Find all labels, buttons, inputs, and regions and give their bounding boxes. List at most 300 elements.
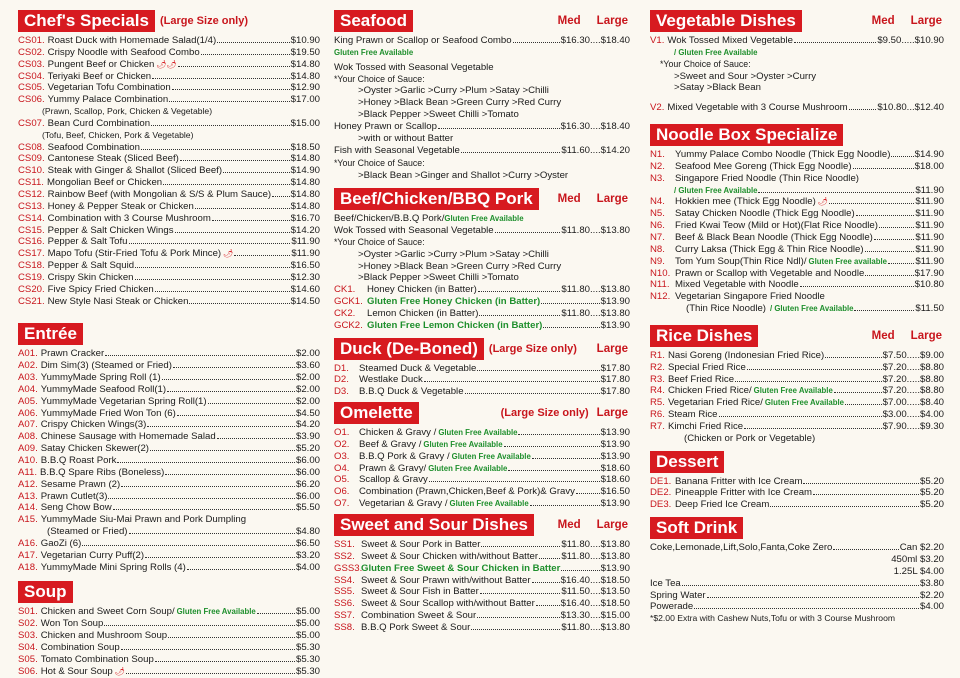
item-name: Hot & Sour Soup xyxy=(40,665,113,677)
item-name: (Steamed or Fried) xyxy=(47,526,128,538)
item-code: A01. xyxy=(18,348,38,360)
leader-dots xyxy=(561,570,599,571)
seafood-header xyxy=(334,10,630,32)
item-code: N3. xyxy=(650,172,665,184)
large-label: Large xyxy=(910,329,942,342)
leader-dots xyxy=(147,426,295,427)
item-price: $7.90.....$9.30 xyxy=(882,420,944,432)
gluten-free-note: Gluten Free Available xyxy=(444,214,524,224)
item-price: $2.00 xyxy=(295,348,320,360)
item-price: $6.00 xyxy=(295,466,320,478)
item-price: $11.90 xyxy=(915,255,944,267)
item-name: Gluten Free Sweet & Sour Chicken in Batter xyxy=(361,562,561,574)
leader-dots xyxy=(834,392,882,393)
item-name: GaoZi (6) xyxy=(40,537,82,549)
menu-item xyxy=(650,149,944,161)
item-price: $14.80 xyxy=(290,153,320,165)
item-price: $5.20 xyxy=(295,443,320,455)
item-price: $5.30 xyxy=(295,641,320,653)
item-price: $5.50 xyxy=(295,502,320,514)
item-name: Won Ton Soup xyxy=(40,618,104,630)
item-name: B.B.Q Spare Ribs (Boneless) xyxy=(40,466,165,478)
item-price: $16.30....$18.40 xyxy=(560,120,630,132)
item-price: $3.90 xyxy=(295,431,320,443)
sauce-choice-label: *Your Choice of Sauce: xyxy=(334,73,425,84)
section-title: Duck (De-Boned) xyxy=(334,338,484,360)
menu-item xyxy=(650,291,944,303)
item-price: $4.80 xyxy=(295,526,320,538)
sauce-options: >Sweet and Sour >Oyster >Curry xyxy=(674,70,817,82)
item-price: $3.00.....$4.00 xyxy=(882,409,944,421)
item-name: Combination Sweet & Sour xyxy=(361,610,477,622)
item-name: Chicken and Sweet Corn Soup/ xyxy=(40,606,175,618)
leader-dots xyxy=(794,42,876,43)
leader-dots xyxy=(888,263,914,264)
leader-dots xyxy=(117,462,295,463)
item-name: Combination Soup xyxy=(40,641,120,653)
item-note: >with or without Batter xyxy=(358,132,454,144)
menu-item xyxy=(334,439,630,451)
leader-dots xyxy=(800,286,914,287)
item-code: CK1. xyxy=(334,284,356,296)
item-code: CS16. xyxy=(18,236,45,248)
item-price: $14.80 xyxy=(290,188,320,200)
leader-dots xyxy=(539,558,560,559)
item-code: S06. xyxy=(18,665,38,677)
leader-dots xyxy=(195,208,290,209)
item-price: $7.50.....$9.00 xyxy=(882,349,944,361)
item-price: $2.20 xyxy=(919,589,944,601)
item-name: Vegetarian Fried Rice/ xyxy=(667,397,763,409)
menu-item xyxy=(650,578,944,590)
menu-item xyxy=(334,610,630,622)
item-name: Bean Curd Combination xyxy=(47,117,151,129)
item-name: Chicken and Mushroom Soup xyxy=(40,630,168,642)
leader-dots xyxy=(758,192,914,193)
item-price: $16.40....$18.50 xyxy=(560,598,630,610)
item-name: Mixed Vegetable with 3 Course Mushroom xyxy=(667,102,848,114)
leader-dots xyxy=(257,613,295,614)
leader-dots xyxy=(865,275,913,276)
item-price: $10.80...$12.40 xyxy=(877,102,944,114)
section-subtitle: (Large Size only) xyxy=(160,15,249,27)
menu-item xyxy=(18,467,320,479)
item-price: $2.00 xyxy=(295,383,320,395)
item-price: $7.20.....$8.80 xyxy=(882,373,944,385)
leader-dots xyxy=(155,291,290,292)
leader-dots xyxy=(272,196,290,197)
menu-item-cont xyxy=(650,185,944,197)
item-name: Spring Water xyxy=(650,589,706,601)
rice-list xyxy=(650,350,944,445)
item-code: CS11. xyxy=(18,177,44,189)
med-label: Med xyxy=(871,15,895,27)
item-code: CS04. xyxy=(18,70,45,82)
item-code: CS02. xyxy=(18,46,45,58)
menu-item xyxy=(334,374,630,386)
leader-dots xyxy=(825,357,881,358)
item-name: Seafood Mee Goreng (Thick Egg Noodle) xyxy=(675,160,852,172)
item-price: $2.00 xyxy=(295,372,320,384)
item-price: $13.90 xyxy=(600,562,630,574)
item-price: $11.60....$14.20 xyxy=(561,144,630,156)
leader-dots xyxy=(803,483,919,484)
item-price: $13.90 xyxy=(600,427,630,439)
leader-dots xyxy=(173,367,295,368)
item-price: $16.30....$18.40 xyxy=(560,35,630,46)
item-price: $11.80....$13.80 xyxy=(561,621,630,633)
leader-dots xyxy=(180,160,290,161)
leader-dots xyxy=(532,582,560,583)
item-name: Ice Tea xyxy=(650,577,681,589)
menu-item xyxy=(18,260,320,272)
menu-item xyxy=(18,408,320,420)
leader-dots xyxy=(543,327,599,328)
item-price: $11.90 xyxy=(291,248,320,260)
item-price: $13.90 xyxy=(600,438,630,450)
menu-item xyxy=(18,491,320,503)
leader-dots xyxy=(504,446,600,447)
leader-dots xyxy=(129,243,291,244)
column-right xyxy=(650,8,944,625)
soup-header xyxy=(18,581,320,603)
item-name: YummyMade Vegetarian Spring Roll(1) xyxy=(40,395,207,407)
item-price: $13.90 xyxy=(600,319,630,331)
menu-item xyxy=(18,225,320,237)
item-name: B.B.Q Pork & Gravy / xyxy=(359,450,450,462)
leader-dots xyxy=(234,255,290,256)
leader-dots xyxy=(879,227,914,228)
leader-dots xyxy=(682,585,919,586)
item-code: A13. xyxy=(18,490,38,502)
menu-item xyxy=(18,618,320,630)
leader-dots xyxy=(481,546,560,547)
menu-item xyxy=(18,666,320,678)
item-code: A16. xyxy=(18,537,38,549)
item-name: Gluten Free Honey Chicken (in Batter) xyxy=(367,296,541,308)
section-title: Noodle Box Specialize xyxy=(650,124,843,146)
item-price: $11.90 xyxy=(915,231,944,243)
soft-drink-list xyxy=(650,542,944,625)
chefs-specials-header xyxy=(18,10,320,32)
item-name: B.B.Q Pork Sweet & Sour xyxy=(361,621,471,633)
item-name: Chicken Fried Rice/ xyxy=(667,385,752,397)
menu-item xyxy=(18,550,320,562)
leader-dots xyxy=(217,438,295,439)
menu-item xyxy=(334,451,630,463)
item-code: SS6. xyxy=(334,598,355,610)
menu-item xyxy=(18,213,320,225)
item-name: Fish with Seasonal Vegetable xyxy=(334,144,460,156)
item-code: V2. xyxy=(650,102,665,114)
item-code: CS21. xyxy=(18,295,45,307)
item-price: $4.00 xyxy=(295,561,320,573)
menu-item xyxy=(18,47,320,59)
item-price: $17.80 xyxy=(600,374,630,386)
section-title: Sweet and Sour Dishes xyxy=(334,514,534,536)
item-code: CS20. xyxy=(18,283,45,295)
leader-dots xyxy=(187,569,295,570)
item-name: Vegetarian Tofu Combination xyxy=(47,82,171,94)
item-name: Hokkien mee (Thick Egg Noodle) xyxy=(675,196,816,208)
leader-dots xyxy=(471,629,560,630)
item-price: $12.30 xyxy=(290,271,320,283)
leader-dots xyxy=(172,89,290,90)
item-price: $14.20 xyxy=(290,224,320,236)
item-name: Combination with 3 Course Mushroom xyxy=(47,212,211,224)
sauce-options: >Black Pepper >Sweet Chilli >Tomato xyxy=(358,272,519,284)
leader-dots xyxy=(477,370,599,371)
item-name: Yummy Palace Combination xyxy=(47,94,169,106)
item-code: N10. xyxy=(650,267,671,279)
item-price: Can $2.20 xyxy=(899,542,944,554)
item-name: Vegetarian Singapore Fried Noodle xyxy=(675,291,825,303)
item-name: Beef & Black Bean Noodle (Thick Egg Noodle) xyxy=(675,231,873,243)
item-name: Vegetarian & Gravy / xyxy=(359,498,448,510)
item-name: B.B.Q Roast Pork xyxy=(40,455,117,466)
item-price: $11.80....$13.80 xyxy=(561,550,630,562)
leader-dots xyxy=(856,215,915,216)
leader-dots xyxy=(163,184,290,185)
menu-item xyxy=(18,526,320,538)
item-code: SS1. xyxy=(334,539,355,550)
item-price: $6.00 xyxy=(295,490,320,502)
leader-dots xyxy=(735,381,882,382)
leader-dots xyxy=(167,391,295,392)
item-price: $16.40....$18.50 xyxy=(560,574,630,586)
leader-dots xyxy=(719,416,882,417)
leader-dots xyxy=(165,474,295,475)
item-name: Coke,Lemonade,Lift,Solo,Fanta,Coke Zero xyxy=(650,542,833,554)
menu-item xyxy=(18,59,320,71)
menu-item xyxy=(18,284,320,296)
item-code: SS4. xyxy=(334,574,355,586)
item-name: YummyMade Mini Spring Rolls (4) xyxy=(40,561,186,573)
item-code: R4. xyxy=(650,385,665,397)
menu-item xyxy=(334,498,630,510)
item-price: $5.20 xyxy=(919,499,944,511)
item-name: Prawn Cutlet(3) xyxy=(40,490,108,502)
sauce-options: >Oyster >Garlic >Curry >Plum >Satay >Chilli xyxy=(358,85,549,97)
item-price: $13.30....$15.00 xyxy=(560,610,630,622)
menu-item xyxy=(18,396,320,408)
leader-dots xyxy=(105,355,295,356)
item-code: GSS3. xyxy=(334,562,363,574)
item-price: $9.50.....$10.90 xyxy=(877,35,944,46)
item-price: $4.00 xyxy=(919,601,944,613)
item-name: Kimchi Fried Rice xyxy=(667,420,744,432)
item-price: $7.00.....$8.40 xyxy=(882,397,944,409)
item-name: Seafood Combination xyxy=(47,141,140,153)
sauce-options: >Honey >Black Bean >Green Curry >Red Curry xyxy=(358,260,562,272)
med-label: Med xyxy=(557,519,581,531)
leader-dots xyxy=(217,42,289,43)
menu-item xyxy=(650,102,944,114)
menu-item-cont xyxy=(650,303,944,315)
menu-item xyxy=(650,232,944,244)
item-price: $5.20 xyxy=(919,487,944,499)
menu-item xyxy=(650,499,944,511)
item-name: New Style Nasi Steak or Chicken xyxy=(47,295,189,307)
item-name: Deep Fried Ice Cream xyxy=(675,499,770,511)
item-code: A07. xyxy=(18,419,38,431)
leader-dots xyxy=(223,172,290,173)
leader-dots xyxy=(744,428,882,429)
menu-item xyxy=(334,463,630,475)
item-price: $17.90 xyxy=(914,267,944,279)
menu-item xyxy=(18,165,320,177)
item-price: $14.80 xyxy=(290,177,320,189)
item-name: Westlake Duck xyxy=(359,374,423,386)
item-code: A02. xyxy=(18,360,38,372)
menu-item xyxy=(18,248,320,260)
item-note: (Prawn, Scallop, Pork, Chicken & Vegetable) xyxy=(42,106,213,117)
item-name: YummyMade Seafood Roll(1) xyxy=(40,383,167,395)
item-code: R2. xyxy=(650,361,665,373)
menu-item xyxy=(18,431,320,443)
item-code: N11. xyxy=(650,279,670,291)
leader-dots xyxy=(424,381,600,382)
item-price: $11.80....$13.80 xyxy=(561,224,630,236)
item-price: $18.00 xyxy=(914,160,944,172)
item-note: (Chicken or Pork or Vegetable) xyxy=(684,432,816,444)
leader-dots xyxy=(495,232,561,233)
item-price: $11.50....$13.50 xyxy=(561,586,630,598)
leader-dots xyxy=(891,156,913,157)
section-subtitle: (Large Size only) xyxy=(488,342,577,355)
gluten-free-note: Gluten Free Available xyxy=(449,499,529,509)
leader-dots xyxy=(707,597,919,598)
menu-item xyxy=(18,630,320,642)
leader-dots xyxy=(854,310,914,311)
med-label: Med xyxy=(557,15,581,27)
menu-item xyxy=(650,374,944,386)
item-code: S02. xyxy=(18,618,38,630)
item-price: $13.90 xyxy=(600,296,630,308)
item-name: Mongolian Beef or Chicken xyxy=(46,177,163,189)
leader-dots xyxy=(82,545,295,546)
leader-dots xyxy=(429,481,600,482)
gluten-free-note: Gluten Free Available xyxy=(423,439,503,449)
item-code: O6. xyxy=(334,486,350,498)
item-name: Gluten Free Lemon Chicken (in Batter) xyxy=(367,319,543,331)
extra-charge-note: *$2.00 Extra with Cashew Nuts,Tofu or with 3 Course Mushroom xyxy=(650,613,896,624)
item-price: $11.80....$13.80 xyxy=(561,307,630,319)
item-name: Pineapple Fritter with Ice Cream xyxy=(675,487,813,499)
item-code: CS08. xyxy=(18,141,45,153)
item-name: Steamed Duck & Vegetable xyxy=(359,362,477,374)
item-price: 450ml $3.20 xyxy=(891,554,944,565)
item-price: $5.30 xyxy=(295,653,320,665)
item-name: Honey Chicken (in Batter) xyxy=(367,284,477,296)
item-name: Satay Chicken Skewer(2) xyxy=(40,443,149,455)
item-name: Banana Fritter with Ice Cream xyxy=(675,475,803,487)
menu-item xyxy=(18,236,320,248)
item-code: A05. xyxy=(18,395,38,407)
item-code: CS19. xyxy=(18,271,45,283)
item-price: $14.90 xyxy=(914,149,944,161)
menu-item xyxy=(334,586,630,598)
item-name: Curry Laksa (Thick Egg & Thin Rice Noodle) xyxy=(675,243,864,255)
menu-item xyxy=(650,421,944,433)
item-name: Dim Sim(3) (Steamed or Fried) xyxy=(40,360,172,372)
item-code: CS01. xyxy=(18,35,45,46)
menu-item xyxy=(334,575,630,587)
leader-dots xyxy=(104,625,295,626)
item-name: Roast Duck with Homemade Salad(1/4) xyxy=(47,35,217,46)
item-price: $11.90 xyxy=(915,220,944,232)
item-name-text: Beef/Chicken/B.B.Q Pork/ xyxy=(334,213,445,225)
leader-dots xyxy=(849,109,877,110)
item-code: DE1. xyxy=(650,475,672,487)
menu-item xyxy=(334,427,630,439)
menu-item xyxy=(18,562,320,574)
leader-dots xyxy=(177,415,295,416)
item-code: A12. xyxy=(18,478,38,490)
menu-item xyxy=(18,94,320,106)
menu-item xyxy=(334,308,630,320)
sauce-choice-label: *Your Choice of Sauce: xyxy=(660,58,751,69)
entree-list xyxy=(18,348,320,573)
duck-header xyxy=(334,338,630,360)
item-name: Five Spicy Fried Chicken xyxy=(47,283,154,295)
item-code: S04. xyxy=(18,641,38,653)
item-name: YummyMade Siu-Mai Prawn and Pork Dumpling xyxy=(40,514,247,526)
seafood-list xyxy=(334,35,630,182)
item-name: Beef & Gravy / xyxy=(359,438,422,450)
item-code: O5. xyxy=(334,474,350,486)
gluten-free-note: Gluten Free Available xyxy=(451,451,531,461)
section-title: Beef/Chicken/BBQ Pork xyxy=(334,188,539,210)
item-price: $17.80 xyxy=(600,362,630,374)
item-price: $14.90 xyxy=(290,165,320,177)
chili-icon: 🌶 xyxy=(114,666,125,676)
item-name xyxy=(334,213,630,225)
section-title: Dessert xyxy=(650,451,724,473)
large-label: Large xyxy=(910,15,942,27)
item-price: $13.90 xyxy=(600,498,630,510)
leader-dots xyxy=(162,379,295,380)
leader-dots xyxy=(126,673,295,674)
item-code: D1. xyxy=(334,362,349,374)
item-price: $18.60 xyxy=(600,462,630,474)
leader-dots xyxy=(813,494,919,495)
menu-item xyxy=(334,145,630,157)
large-label: Large xyxy=(596,193,628,206)
menu-item xyxy=(650,476,944,488)
item-code: N9. xyxy=(650,255,665,267)
item-name: Sweet & Sour Scallop with/without Batter xyxy=(361,598,535,610)
leader-dots xyxy=(141,149,290,150)
item-code: A06. xyxy=(18,407,38,419)
menu-item xyxy=(650,244,944,256)
item-price: $11.90 xyxy=(291,236,320,248)
menu-item xyxy=(18,419,320,431)
item-name: Mapo Tofu (Stir-Fried Tofu & Pork Mince) xyxy=(47,248,222,260)
item-code: A03. xyxy=(18,372,38,384)
item-code: CS12. xyxy=(18,188,45,200)
leader-dots xyxy=(129,533,295,534)
leader-dots xyxy=(530,505,600,506)
item-price: $3.20 xyxy=(295,549,320,561)
noodle-header xyxy=(650,124,944,146)
leader-dots xyxy=(175,232,290,233)
item-name: B.B.Q Duck & Vegetable xyxy=(359,386,464,398)
gluten-free-note: Gluten Free Available xyxy=(438,428,518,438)
leader-dots xyxy=(833,549,898,550)
large-label: Large xyxy=(596,519,628,531)
item-price: $14.50 xyxy=(290,295,320,307)
